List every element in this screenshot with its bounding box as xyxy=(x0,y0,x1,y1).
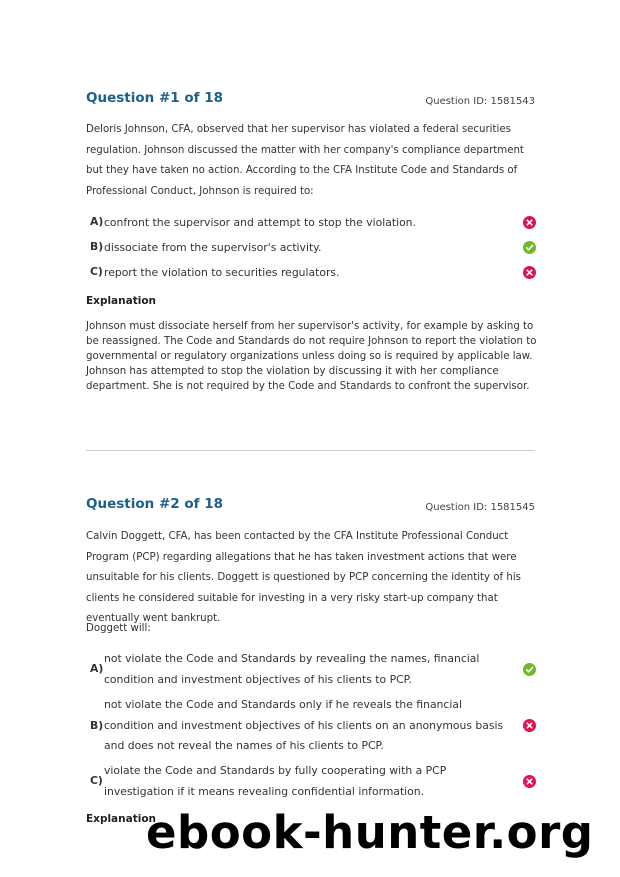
option-letter: B) xyxy=(90,719,104,732)
incorrect-icon xyxy=(523,719,536,732)
question-1-header xyxy=(86,90,535,110)
incorrect-icon xyxy=(523,266,536,279)
option-letter: A) xyxy=(90,215,104,228)
question-2-id: Question ID: 1581545 xyxy=(425,502,535,513)
option-letter: C) xyxy=(90,265,103,278)
question-1-id: Question ID: 1581543 xyxy=(425,96,535,107)
option-text: dissociate from the supervisor's activity. xyxy=(104,241,322,254)
incorrect-icon xyxy=(523,775,536,788)
question-1-title: Question #1 of 18 xyxy=(86,90,223,106)
question-2-option-a[interactable] xyxy=(90,649,536,690)
option-text: not violate the Code and Standards by revealing the names, financial condition and investment objectives of his clients to PCP. xyxy=(104,652,480,686)
question-2-option-b[interactable] xyxy=(90,695,536,757)
question-1-option-b[interactable] xyxy=(90,238,536,258)
watermark: ebook-hunter.org xyxy=(146,806,594,859)
option-letter: A) xyxy=(90,662,104,675)
question-2-explanation-title: Explanation xyxy=(86,813,157,825)
question-1-option-a[interactable] xyxy=(90,213,536,233)
question-1-explanation-title: Explanation xyxy=(86,295,157,307)
question-2-stem: Calvin Doggett, CFA, has been contacted by the CFA Institute Professional Conduct Program (PCP) regarding allegations that he has taken investment actions that were unsuitable for his clients. Doggett is questioned by PCP concerning the identity of his clients he considered suitable for investing in a very risky start-up company that eventually went bankrupt. xyxy=(86,531,521,624)
option-letter: B) xyxy=(90,240,104,253)
correct-check-icon xyxy=(523,241,536,254)
question-2-prompt: Doggett will: xyxy=(86,623,151,634)
option-text: violate the Code and Standards by fully cooperating with a PCP investigation if it means revealing confidential information. xyxy=(104,764,447,798)
option-text: report the violation to securities regulators. xyxy=(104,266,340,279)
option-text: confront the supervisor and attempt to stop the violation. xyxy=(104,216,416,229)
incorrect-icon xyxy=(523,216,536,229)
question-2-header xyxy=(86,496,535,516)
question-2-title: Question #2 of 18 xyxy=(86,496,223,512)
question-divider xyxy=(86,450,535,451)
question-1-explanation: Johnson must dissociate herself from her supervisor's activity, for example by asking to be reassigned. The Code and Standards do not require Johnson to report the violation to governmental or regulatory organizations unless doing so is required by applicable law. Johnson has attempted to stop the violation by discussing it with her compliance department. She is not required by the Code and Standards to confront the supervisor. xyxy=(86,321,537,392)
question-1-option-c[interactable] xyxy=(90,263,536,283)
correct-check-icon xyxy=(523,663,536,676)
option-letter: C) xyxy=(90,774,103,787)
question-2-option-c[interactable] xyxy=(90,761,536,802)
option-text: not violate the Code and Standards only if he reveals the financial condition and investment objectives of his clients on an anonymous basis and does not reveal the names of his clients to PCP. xyxy=(104,698,504,752)
question-1-stem: Deloris Johnson, CFA, observed that her supervisor has violated a federal securities regulation. Johnson discussed the matter with her company's compliance department but they have taken no action. According to the CFA Institute Code and Standards of Professional Conduct, Johnson is required to: xyxy=(86,124,524,197)
